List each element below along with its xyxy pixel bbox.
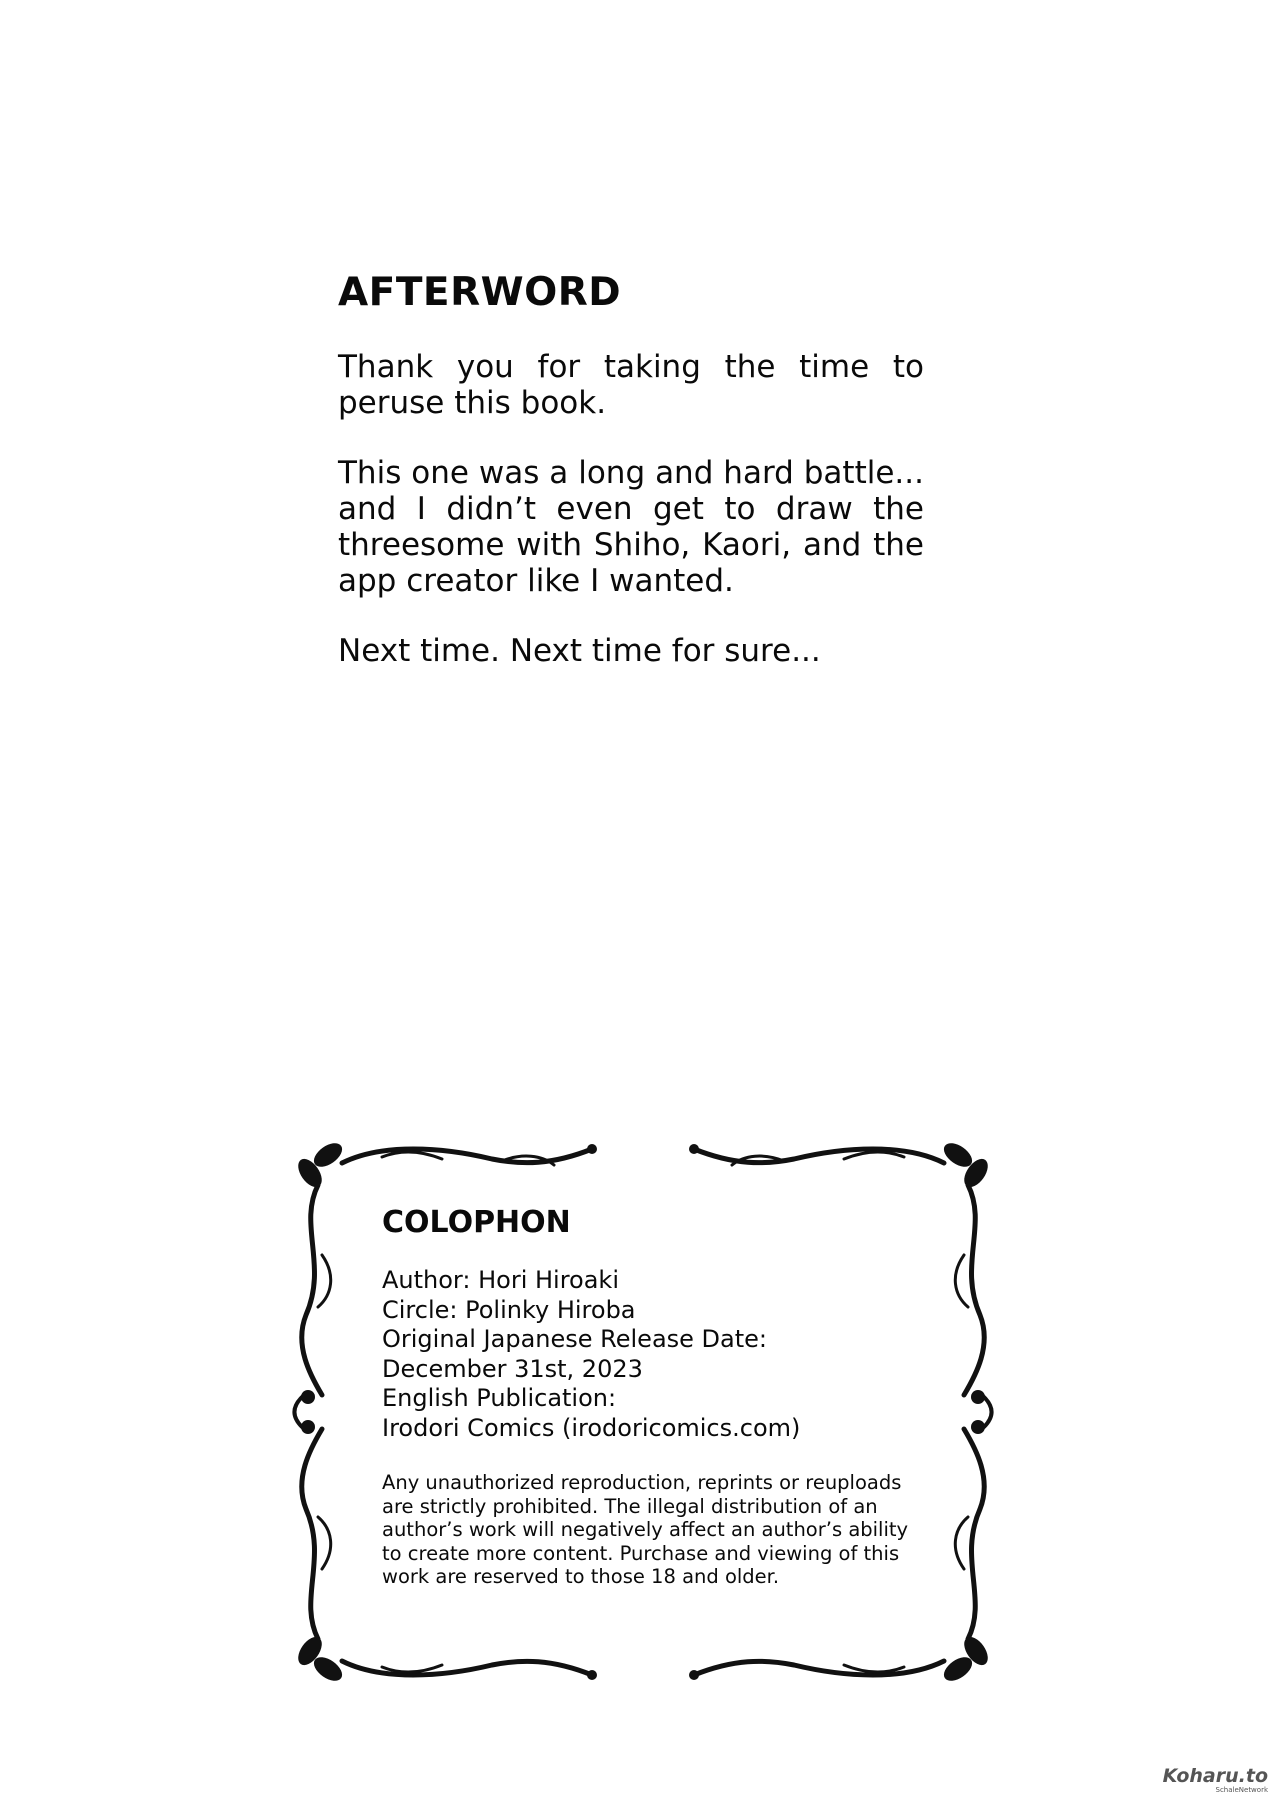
afterword-paragraph: This one was a long and hard battle... and I didn’t even get to draw the threesome with Shiho, Kaori, and the app creator like I wanted.: [338, 455, 924, 599]
colophon-publisher: Irodori Comics (irodoricomics.com): [382, 1413, 801, 1442]
afterword-paragraph: Next time. Next time for sure...: [338, 633, 821, 669]
colophon-circle: Circle: Polinky Hiroba: [382, 1295, 636, 1324]
watermark-sub: SchaleNetwork: [1215, 1786, 1268, 1794]
colophon-publication-label: English Publication:: [382, 1384, 617, 1412]
afterword-title: AFTERWORD: [338, 270, 622, 315]
watermark-brand: Koharu.to: [1162, 1765, 1268, 1787]
watermark: [1163, 1766, 1268, 1794]
colophon-section: [382, 1205, 922, 1589]
copyright-notice: Any unauthorized reproduction, reprints or reuploads are strictly prohibited. The illegal distribution of an author’s work will negatively affect an author’s ability to create more content. Purchase and viewing of this work are reserved to those 18 and older.: [382, 1471, 909, 1588]
colophon-author: Author: Hori Hiroaki: [382, 1266, 619, 1294]
colophon-title: COLOPHON: [382, 1205, 571, 1240]
afterword-section: [338, 270, 924, 703]
colophon-release-date: December 31st, 2023: [382, 1354, 643, 1383]
colophon-release-label: Original Japanese Release Date:: [382, 1325, 767, 1353]
afterword-paragraph: Thank you for taking the time to peruse this book.: [338, 349, 924, 421]
